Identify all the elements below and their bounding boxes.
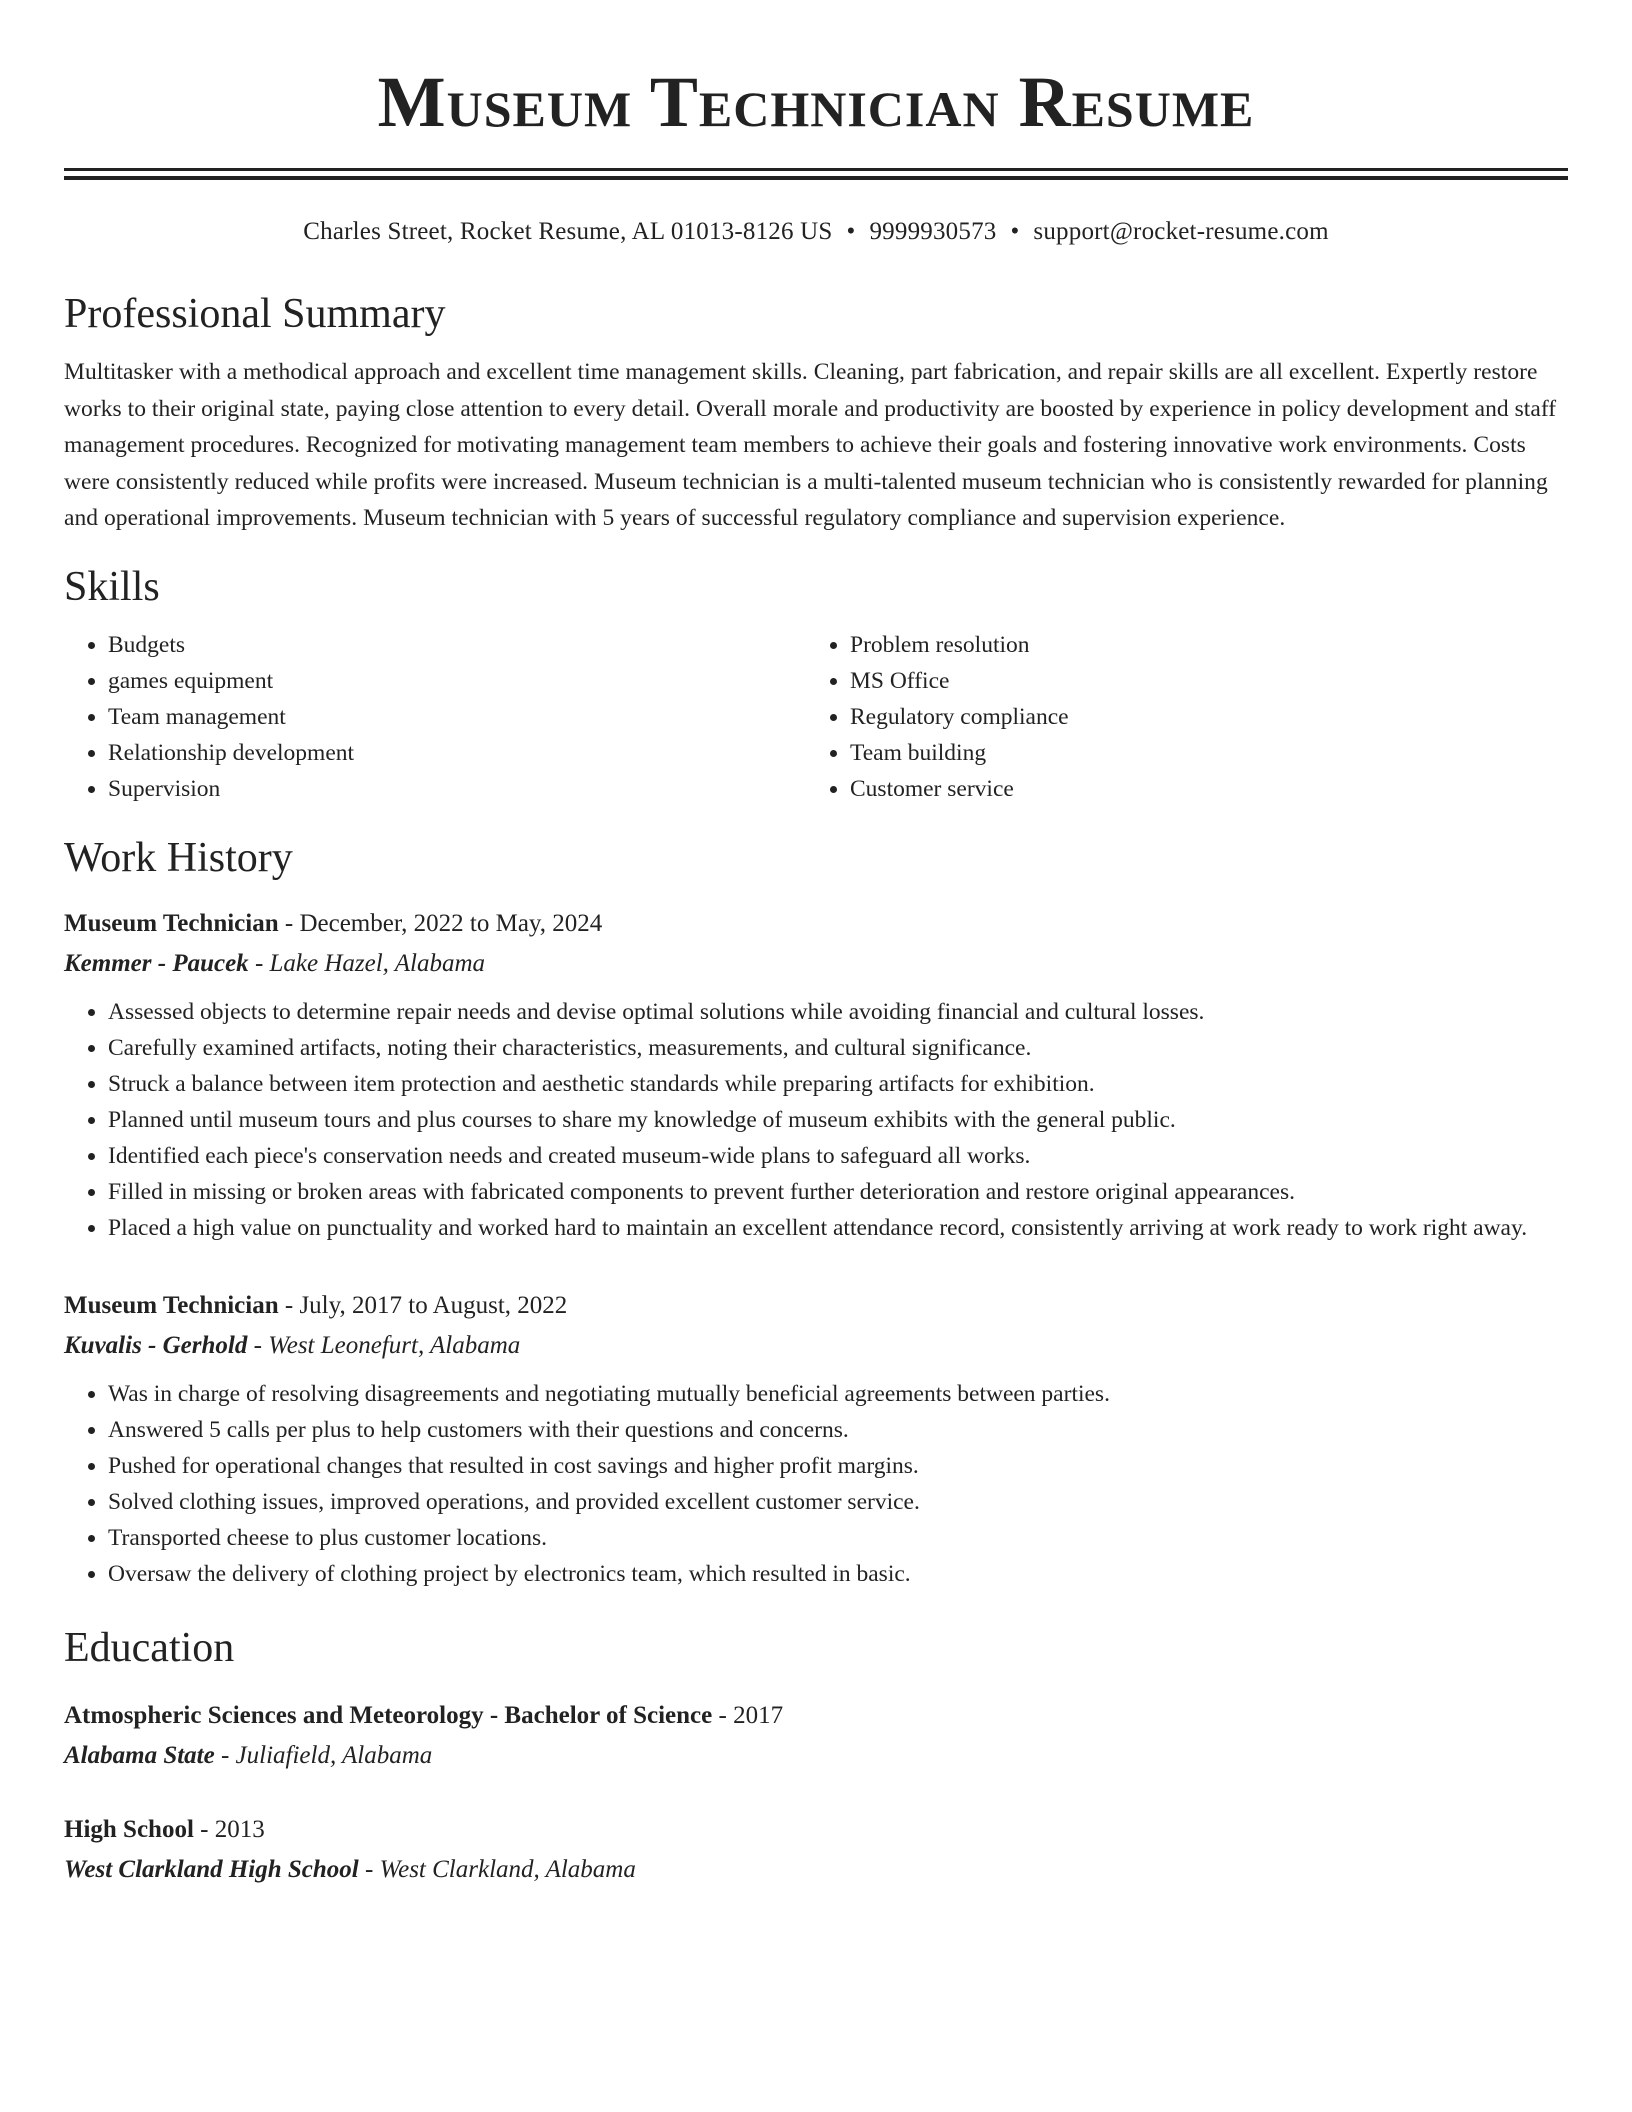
education-entry [64, 1810, 1568, 1890]
skill-item: • Team building [850, 735, 1548, 771]
education-school-line: Alabama State - Juliafield, Alabama [64, 1741, 433, 1769]
job-bullet: • Pushed for operational changes that resulted in cost savings and higher profit margins. [108, 1448, 1568, 1484]
job-bullet: • Was in charge of resolving disagreements and negotiating mutually beneficial agreements between parties. [108, 1376, 1568, 1412]
job-title: Museum Technician [64, 1291, 279, 1319]
contact-email: support@rocket-resume.com [1033, 218, 1329, 245]
job-bullet: • Planned until museum tours and plus courses to share my knowledge of museum exhibits with the general public. [108, 1102, 1568, 1138]
education-entry [64, 1696, 1568, 1776]
skill-item: • games equipment [108, 663, 806, 699]
resume-title: Museum Technician Resume [377, 62, 1255, 142]
work-history-heading: Work History [64, 834, 293, 881]
job-bullets [64, 994, 1568, 1246]
title-rule-top [64, 168, 1568, 171]
job-entry [64, 1286, 1568, 1592]
education-school: Alabama State [64, 1741, 215, 1769]
job-bullets [64, 1376, 1568, 1592]
education-year: 2017 [733, 1701, 784, 1729]
title-rule-bottom [64, 176, 1568, 180]
skill-item: • Relationship development [108, 735, 806, 771]
education-degree-line: Atmospheric Sciences and Meteorology - Bachelor of Science - 2017 [64, 1701, 784, 1729]
skill-item: • Team management [108, 699, 806, 735]
skill-item: • Customer service [850, 771, 1548, 807]
job-bullet: • Assessed objects to determine repair needs and devise optimal solutions while avoiding financial and cultural losses. [108, 994, 1568, 1030]
job-company-line: Kemmer - Paucek - Lake Hazel, Alabama [64, 949, 486, 977]
job-bullet: • Struck a balance between item protection and aesthetic standards while preparing artifacts for exhibition. [108, 1066, 1568, 1102]
contact-separator: • [846, 218, 856, 245]
job-dates: July, 2017 to August, 2022 [299, 1291, 568, 1319]
job-title-line: Museum Technician - December, 2022 to May, 2024 [64, 909, 603, 937]
education-degree: High School [64, 1815, 194, 1843]
job-bullet: • Filled in missing or broken areas with fabricated components to prevent further deterioration and restore original appearances. [108, 1174, 1568, 1210]
contact-phone: 9999930573 [869, 218, 997, 245]
education-year: 2013 [214, 1815, 265, 1843]
summary-section [64, 288, 1568, 537]
skills-list-left [64, 627, 806, 807]
skill-item: • Supervision [108, 771, 806, 807]
job-company-line: Kuvalis - Gerhold - West Leonefurt, Alabama [64, 1331, 521, 1359]
skills-columns [64, 627, 1568, 807]
education-degree-line: High School - 2013 [64, 1815, 265, 1843]
job-bullet: • Solved clothing issues, improved operations, and provided excellent customer service. [108, 1484, 1568, 1520]
work-history-section [64, 832, 1568, 1592]
skill-item: • Budgets [108, 627, 806, 663]
education-degree: Atmospheric Sciences and Meteorology - Bachelor of Science [64, 1701, 713, 1729]
skill-item: • Regulatory compliance [850, 699, 1548, 735]
job-location: Lake Hazel, Alabama [269, 949, 486, 977]
contact-separator: • [1010, 218, 1020, 245]
contact-address: Charles Street, Rocket Resume, AL 01013-8126 US [303, 218, 833, 245]
education-location: Juliafield, Alabama [235, 1741, 433, 1769]
education-school: West Clarkland High School [64, 1855, 359, 1883]
skill-item: • Problem resolution [850, 627, 1548, 663]
education-section [64, 1622, 1568, 1890]
contact-line [64, 216, 1568, 248]
job-bullet: • Carefully examined artifacts, noting their characteristics, measurements, and cultural significance. [108, 1030, 1568, 1066]
job-entry [64, 904, 1568, 1246]
education-location: West Clarkland, Alabama [379, 1855, 636, 1883]
job-dates: December, 2022 to May, 2024 [299, 909, 603, 937]
job-title: Museum Technician [64, 909, 279, 937]
education-school-line: West Clarkland High School - West Clarkland, Alabama [64, 1855, 636, 1883]
skill-item: • MS Office [850, 663, 1548, 699]
skills-section [64, 561, 1568, 807]
summary-text: Multitasker with a methodical approach and excellent time management skills. Cleaning, part fabrication, and repair skills are all excellent. Expertly restore works to their original state, paying close attention to every detail. Overall morale and productivity are boosted by experience in policy development and staff management procedures. Recognized for motivating management team members to achieve their goals and fostering innovative work environments. Costs were consistently reduced while profits were increased. Museum technician is a multi-talented museum technician who is consistently rewarded for planning and operational improvements. Museum technician with 5 years of successful regulatory compliance and supervision experience. [64, 359, 1557, 531]
job-bullet: • Answered 5 calls per plus to help customers with their questions and concerns. [108, 1412, 1568, 1448]
job-company: Kuvalis - Gerhold [64, 1331, 248, 1359]
job-title-line: Museum Technician - July, 2017 to August, 2022 [64, 1291, 568, 1319]
skills-heading: Skills [64, 563, 160, 610]
job-company: Kemmer - Paucek [64, 949, 249, 977]
job-bullet: • Transported cheese to plus customer locations. [108, 1520, 1568, 1556]
job-bullet: • Placed a high value on punctuality and worked hard to maintain an excellent attendance record, consistently arriving at work ready to work right away. [108, 1210, 1568, 1246]
job-location: West Leonefurt, Alabama [268, 1331, 521, 1359]
job-bullet: • Oversaw the delivery of clothing project by electronics team, which resulted in basic. [108, 1556, 1568, 1592]
skills-list-right [806, 627, 1548, 807]
job-bullet: • Identified each piece's conservation needs and created museum-wide plans to safeguard all works. [108, 1138, 1568, 1174]
education-heading: Education [64, 1624, 235, 1671]
summary-heading: Professional Summary [64, 291, 446, 337]
